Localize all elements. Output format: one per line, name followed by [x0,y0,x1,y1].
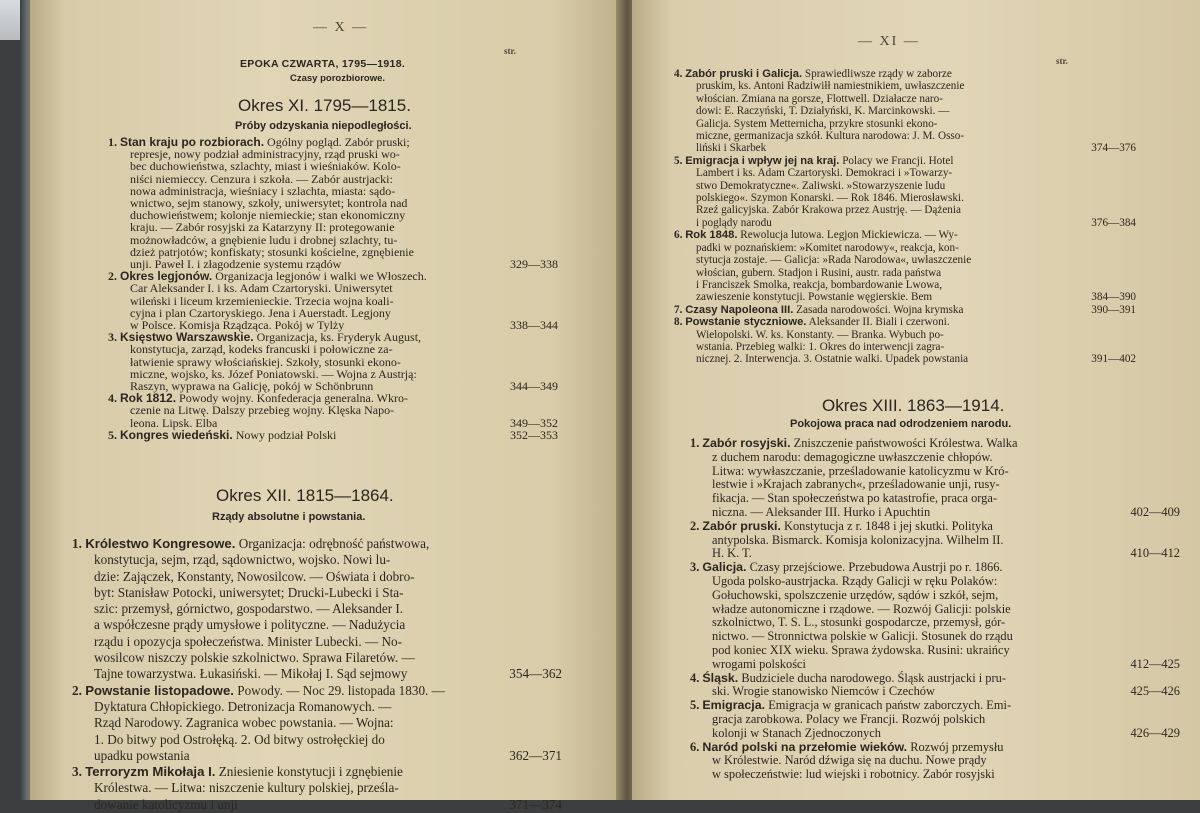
toc-entry-title: Rok 1812. [120,391,177,406]
toc-entry [108,270,558,331]
toc-entry-text: Litwa: wywłaszczanie, prześladowanie katolicyzmu w Kró- [712,463,1009,478]
toc-entry-text: Ugoda polsko-austrjacka. Rządy Galicji w ręku Polaków: [712,573,998,588]
toc-entry-text: antypolska. Bismarck. Komisja kolonizacyjna. Wilhelm II. [712,532,1004,547]
toc-entry-title: Galicja. [702,560,747,575]
toc-entry-number: 2. [72,682,82,698]
toc-entry-text: czenie na Litwę. Dalszy przebieg wojny. Klęska Napo- [130,403,395,418]
toc-entries [690,437,1180,782]
toc-entry-text: Rzeź galicyjska. Zabór Krakowa przez Austrję. — Dążenia [696,204,961,217]
toc-entry-text: lestwie i »Krajach zabranych«, prześladowanie unji, rusy- [712,477,1000,492]
toc-entry [690,561,1180,671]
toc-entry-line [690,741,1180,755]
toc-entry [72,764,562,813]
toc-entry-text: Konstytucja z r. 1848 i jej skutki. Polityka [784,518,993,533]
toc-entry-number: 4. [674,68,683,80]
toc-entry-number: 6. [690,739,700,754]
toc-entry-text: Emigracja w granicach państw zaborczych. Emi- [768,698,1012,713]
toc-page-range: 402—409 [1130,504,1180,519]
toc-entry-text: Tajne towarzystwa. Łukasiński. — Mikołaj I. Sąd sejmowy [94,666,408,682]
toc-entry-text: Raszyn, wyprawa na Galicję, pokój w Schönbrunn [130,379,374,394]
right-page [632,0,1200,800]
toc-entry-text: miczne, germanizacja szkół. Kultura narodowa: J. M. Osso- [696,130,965,143]
toc-entry-text: Zniesienie konstytucji i zgnębienie [218,764,403,780]
toc-entry-text: Organizacja legjonów i walki we Włoszech. [215,269,427,284]
toc-entry-text: Polacy we Francji. Hotel [842,154,954,167]
toc-entry-text: w Polsce. Komisja Rządząca. Pokój w Tylży [130,318,345,333]
toc-entry-text: szkolnictwo, T. S. L., stosunki gospodarcze, przemysł, gór- [712,615,1006,630]
toc-entry-text: kraju. — Zabór rosyjski za Katarzyny II: protegowanie [130,220,395,235]
toc-page-range: 412—425 [1130,656,1180,671]
toc-entry-line [674,304,1136,316]
toc-entry-text: upadku powstania [94,747,190,763]
toc-entry-text: w Królestwie. Naród dźwiga się na duchu. Nowe prądy [712,753,987,768]
toc-entry-text: Rząd Narodowy. Zagranica wobec powstania. — Wojna: [94,715,394,731]
toc-entry-text: i poglądy narodu [696,216,772,229]
toc-entry-number: 1. [690,436,700,450]
toc-entry-number: 2. [690,518,700,533]
toc-entry-text: i Franciszek Smolka, reakcja, bombardowanie Lwowa, [696,278,943,291]
toc-entry-title: Kongres wiedeński. [120,427,233,442]
toc-entry [72,536,562,683]
toc-entry [108,331,558,392]
toc-entry [108,429,558,441]
toc-entry-text: wnictwo, sejm stanowy, szkoły, uniwersytet; kontrola nad [130,196,408,211]
toc-entry [690,699,1180,740]
toc-entry-number: 5. [690,698,700,713]
toc-entry-text: stytucja zostaje. — Galicja: »Rada Narodowa«, uwłaszczenie [696,254,972,267]
toc-entry-text: Powody wojny. Konfederacja generalna. Wkro- [179,391,408,406]
toc-entry-line [674,316,1136,328]
toc-entry-text: rządu i opozycja społeczeństwa. Minister Lubecki. — No- [94,633,402,649]
toc-entry [674,68,1136,155]
toc-entry-text: kolonji w Stanach Zjednoczonych [712,725,881,740]
period-subheading: Próby odzyskania niepodległości. [235,120,412,132]
toc-entry-number: 1. [108,135,117,149]
toc-entry-text: dzież patrjotów; konfiskaty; stosunki kościelne, zgnębienie [130,244,414,259]
toc-entry-title: Naród polski na przełomie wieków. [702,739,908,754]
toc-entry-line [690,699,1180,713]
period-heading: Okres XI. 1795—1815. [238,96,411,115]
toc-entries [72,536,562,813]
toc-page-range: 410—412 [1130,546,1180,561]
toc-entry-text: Lambert i ks. Adam Czartoryski. Demokraci i »Towarzy- [696,167,953,180]
toc-entry-text: 1. Do bitwy pod Ostrołęką. 2. Od bitwy ostrołęckiej do [94,731,385,747]
toc-entry-title: Rok 1848. [685,229,738,242]
toc-entry-text: Zniszczenie państwowości Królestwa. Walka [793,436,1018,450]
toc-entry-title: Terroryzm Mikołaja I. [85,764,216,780]
toc-page-range: 425—426 [1130,684,1180,699]
toc-entry-text: Aleksander II. Biali i czerwoni. [808,316,950,329]
toc-entry-text: niści niemieccy. Cenzura i szkoła. — Zabór austrjacki: [130,171,393,186]
toc-entry-text: Budziciele ducha narodowego. Śląsk austrjacki i pru- [741,670,1006,685]
toc-entry-text: zawieszenie konstytucji. Powstanie węgierskie. Bem [696,291,933,304]
toc-entry-title: Księstwo Warszawskie. [120,330,254,345]
period-heading: Okres XIII. 1863—1914. [822,396,1005,415]
toc-entry-title: Królestwo Kongresowe. [85,536,236,551]
toc-entry-text: Ogólny pogląd. Zabór pruski; [267,135,410,149]
toc-entry-number: 3. [108,330,117,345]
toc-entry-text: Organizacja: odrębność państwowa, [238,536,430,551]
toc-entry-text: wileński i liceum krzemienieckie. Trzecia wojna koali- [130,293,394,308]
toc-entry-line [72,683,562,699]
toc-page-range: 349—352 [510,415,558,430]
toc-entry-text: pruskim, ks. Antoni Radziwiłł namiestnikiem, uwłaszczenie [696,80,965,93]
toc-entry-text: fikacja. — Stan społeczeństwa po katastrofie, praca orga- [712,491,997,506]
toc-entry-text: dzie: Zajączek, Konstanty, Nowosilcow. — Oświata i dobro- [94,568,415,584]
page-number: — XI — [858,34,920,49]
toc-entry-text: włościan, gubern. Stadjon i Rusini, austr. rada państwa [696,266,942,279]
epoch-title: EPOKA CZWARTA, 1795—1918. [240,58,406,70]
toc-entry [690,741,1180,782]
toc-entry-text: niczna. — Aleksander III. Hurko i Apuchtin [712,504,931,519]
toc-entry-text: Gołuchowski, spolszczenie urzędów, sądów i szkół, sejm, [712,587,999,602]
open-book [20,0,1200,812]
toc-page-range: 338—344 [510,318,558,333]
toc-entry-number: 2. [108,269,117,284]
toc-entry-line [674,229,1136,241]
toc-entry-text: konstytucja, zarząd, kodeks francuski i połowiczne za- [130,342,393,357]
toc-entry-text: z duchem narodu: demagogiczne uwłaszczenie chłopów. [712,449,993,464]
toc-entry-line [108,429,558,441]
toc-entry-text: nicznej. 2. Interwencja. 3. Ostatnie walki. Upadek powstania [696,353,969,366]
toc-entry [674,316,1136,366]
toc-page-range: 384—390 [1091,291,1136,304]
toc-entry-number: 3. [690,560,700,575]
toc-entry-text: Nowy podział Polski [235,427,337,442]
toc-page-range: 352—353 [510,427,558,442]
toc-page-range: 390—391 [1091,303,1136,316]
toc-entry-text: wrogami polskości [712,656,806,671]
left-page [30,0,625,812]
toc-entry-title: Zabór pruski i Galicja. [685,68,803,80]
epoch-subtitle: Czasy porozbiorowe. [290,73,386,84]
toc-entry-text: włościan. Zmiana na gorsze, Flottwell. Działacze naro- [696,92,943,105]
toc-entry-title: Emigracja. [702,698,766,713]
period-heading: Okres XII. 1815—1864. [216,486,394,505]
toc-entry-text: dowi: E. Raczyński, T. Działyński, K. Marcinkowski. — [696,105,950,118]
toc-page-range: 374—376 [1091,142,1136,155]
toc-entry-text: Czasy przejściowe. Przebudowa Austrji po r. 1866. [749,560,1003,575]
toc-entry-text: Królestwa. — Litwa: niszczenie kultury polskiej, prześla- [94,780,399,796]
toc-entry [690,437,1180,520]
toc-entry-number: 3. [72,764,82,780]
toc-entry-number: 5. [674,154,683,167]
toc-entry-line [72,764,562,780]
toc-entry-text: możnowładców, a gnębienie ludu i drobnej szlachty, tu- [130,232,398,247]
toc-entry-text: Galicja. System Metternicha, przykre stosunki ekono- [696,117,938,130]
toc-entry-line [690,561,1180,575]
period-subheading: Pokojowa praca nad odrodzeniem narodu. [790,418,1012,430]
toc-entry-title: Stan kraju po rozbiorach. [120,135,265,149]
toc-entry [690,672,1180,700]
toc-entry-title: Powstanie styczniowe. [685,316,807,329]
toc-entry-line [690,437,1180,451]
toc-entry-title: Zabór rosyjski. [702,436,791,450]
column-marker: str. [504,46,516,56]
toc-entry-number: 8. [674,316,683,329]
toc-entry-text: stwo Demokratyczne«. Zaliwski. »Stowarzyszenie ludu [696,179,946,192]
toc-entry-text: Rozwój przemysłu [910,739,1004,754]
toc-entry-title: Śląsk. [702,670,739,685]
toc-entry-line [674,68,1136,80]
toc-entry-text: nowa administracja, wieśniacy i szlachta, miasta: sądo- [130,183,396,198]
toc-entry-text: nictwo. — Stronnictwa polskie w Galicji. Stosunek do rządu [712,629,1013,644]
toc-entry-text: Zasada narodowości. Wojna krymska [796,303,964,316]
toc-entry-text: H. K. T. [712,546,752,561]
toc-entry-text: unji. Paweł I. i złagodzenie systemu rządów [130,257,342,272]
toc-entry-text: w społeczeństwie: lud wiejski i robotnicy. Zabór rosyjski [712,767,995,782]
toc-page-range: 391—402 [1091,353,1136,366]
toc-entry-text: polskiego«. Szymon Konarski. — Rok 1846. Mierosławski. [696,192,964,205]
toc-entry-title: Okres legjonów. [120,269,213,284]
toc-page-range: 344—349 [510,379,558,394]
toc-entry [72,683,562,764]
period-subheading: Rządy absolutne i powstania. [212,511,366,523]
toc-entry-text: Powody. — Noc 29. listopada 1830. — [237,682,445,698]
toc-entry-number: 4. [690,670,700,685]
toc-entry-text: Dyktatura Chłopickiego. Detronizacja Romanowych. — [94,698,392,714]
column-marker: str. [1056,56,1068,66]
toc-entry-text: Organizacja, ks. Fryderyk August, [256,330,422,345]
toc-entries [108,136,558,441]
page-number: — X — [313,20,369,35]
toc-entry-text: władze autonomiczne i rządowe. — Rozwój Galicji: polskie [712,601,1011,616]
toc-entry [108,136,558,270]
toc-entry-text: gracja zarobkowa. Polacy we Francji. Rozwój polskich [712,711,986,726]
toc-entry-text: a współczesne prądy umysłowe i polityczne. — Nadużycia [94,617,406,633]
toc-entry [674,304,1136,316]
toc-entry-text: dowanie katolicyzmu i unji [94,796,238,812]
toc-entry-number: 4. [108,391,117,406]
toc-entry-text: miczne, wojsko, ks. Józef Poniatowski. — Wojna z Austrją: [130,366,417,381]
toc-entry-number: 7. [674,303,683,316]
toc-page-range: 362—371 [509,747,562,763]
toc-entry [690,520,1180,561]
toc-entry-text: Sprawiedliwsze rządy w zaborze [804,68,952,80]
toc-entry-text: łatwienie sprawy włościańskiej. Szkoły, stosunki ekono- [130,354,401,369]
toc-entries [674,68,1136,366]
toc-entry-text: Wielopolski. W. ks. Konstanty. — Branka. Wybuch po- [696,328,944,341]
toc-page-range: 426—429 [1130,725,1180,740]
toc-entry-line [72,536,562,552]
toc-entry-text: wosilcow niszczy polskie szkolnictwo. Sprawa Filaretów. — [94,650,415,666]
toc-entry-title: Czasy Napoleona III. [685,303,794,316]
toc-page-range: 329—338 [510,257,558,272]
toc-entry-text: pod koniec XIX wieku. Sprawa żydowska. Rusini: ukraińcy [712,642,1010,657]
toc-page-range: 376—384 [1091,216,1136,229]
toc-entry-text: liński i Skarbek [696,142,767,155]
toc-entry-number: 1. [72,536,82,551]
toc-entry-title: Zabór pruski. [702,518,781,533]
toc-entry-text: represje, nowy podział administracyjny, rząd pruski wo- [130,147,400,162]
toc-entry-text: leona. Lipsk. Elba [130,415,218,430]
toc-entry-text: padki w poznańskiem: »Komitet narodowy«, reakcja, kon- [696,241,959,254]
toc-page-range: 371—374 [509,796,562,812]
toc-entry-text: Rewolucja lutowa. Legjon Mickiewicza. — Wy- [740,229,958,242]
toc-entry-title: Powstanie listopadowe. [85,682,234,698]
toc-entry-text: Car Aleksander I. i ks. Adam Czartoryski. Uniwersytet [130,281,393,296]
toc-entry-line [690,520,1180,534]
toc-entry-text: ski. Wrogie stanowisko Niemców i Czechów [712,684,935,699]
toc-entry-line [674,155,1136,167]
toc-entry-line [690,672,1180,686]
toc-entry [674,229,1136,303]
toc-entry-text: cyjna i plan Czartoryskiego. Jena i Auerstadt. Legjony [130,305,391,320]
toc-entry-text: bec duchowieństwa, szlachty, miast i wieśniaków. Kolo- [130,159,401,174]
toc-entry-text: konstytucja, sejm, rząd, sądownictwo, wojsko. Nowi lu- [94,552,391,568]
toc-page-range: 354—362 [509,666,562,682]
toc-entry-text: byt: Stanisław Potocki, uniwersytet; Drucki-Lubecki i Sta- [94,584,404,600]
toc-entry-text: duchowieństwem; kolonje niemieckie; stan ekonomiczny [130,208,406,223]
toc-entry [674,155,1136,229]
toc-entry-number: 5. [108,427,117,442]
toc-entry-text: wstania. Przebieg walki: 1. Okres do interwencji zagra- [696,340,945,353]
toc-entry [108,392,558,429]
toc-entry-title: Emigracja i wpływ jej na kraj. [685,154,840,167]
toc-entry-text: szic: przemysł, górnictwo, gospodarstwo. — Aleksander I. [94,601,404,617]
toc-entry-number: 6. [674,229,683,242]
